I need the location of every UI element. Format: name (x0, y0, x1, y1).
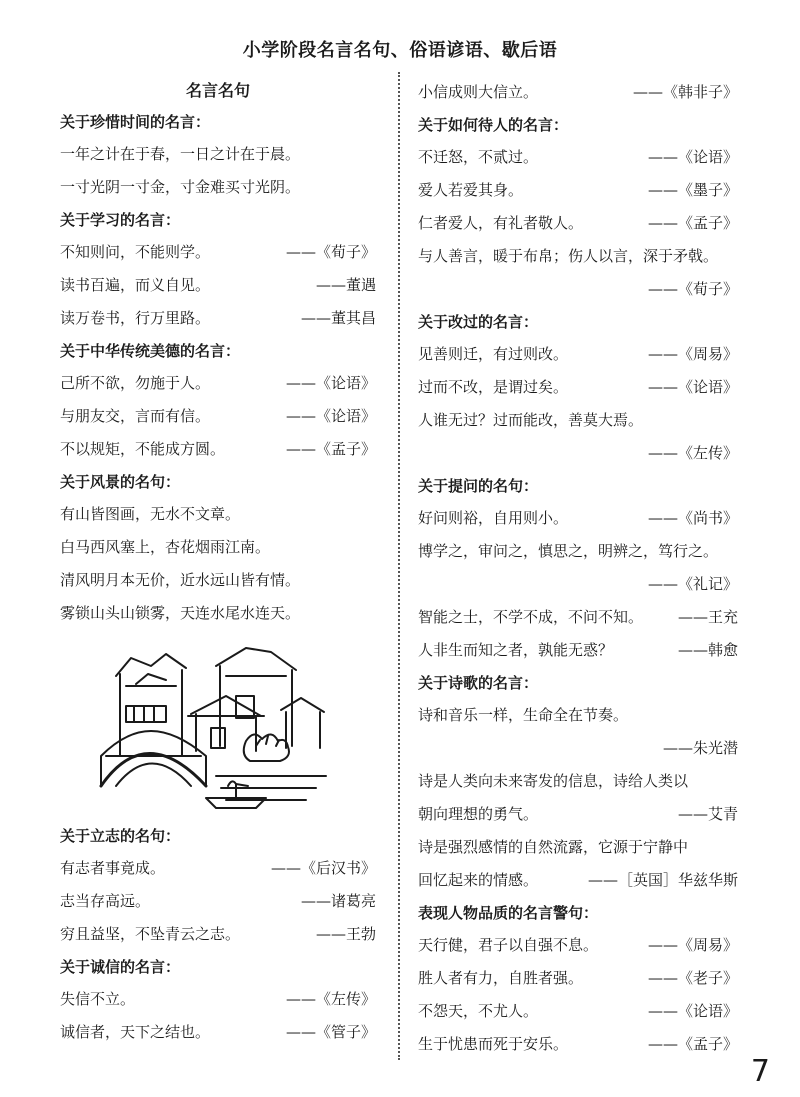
quote-text: 白马西风塞上，杏花烟雨江南。 (60, 538, 271, 556)
quote-text: 读万卷书，行万里路。 (60, 309, 211, 327)
quote-source: ——《论语》 (285, 374, 376, 392)
quote-text: 一年之计在于春，一日之计在于晨。 (60, 145, 301, 163)
quote-text: 志当存高远。 (60, 892, 151, 910)
quote-line (418, 634, 738, 667)
quote-source: ——王充 (677, 608, 738, 626)
quote-line (418, 174, 738, 207)
quote-source: ——《左传》 (647, 444, 738, 462)
quote-line (418, 141, 738, 174)
quote-line (418, 1028, 738, 1061)
quote-line (60, 400, 376, 433)
quote-source: ——朱光潜 (662, 739, 738, 757)
column-divider (398, 72, 400, 1060)
right-column (418, 76, 738, 1061)
quote-text: 人非生而知之者，孰能无惑？ (418, 641, 614, 659)
quote-source: ——《管子》 (285, 1023, 376, 1041)
quote-line (60, 983, 376, 1016)
group-heading: 关于中华传统美德的名言： (60, 342, 241, 360)
quote-text: 胜人者有力，自胜者强。 (418, 969, 584, 987)
quote-line (60, 531, 376, 564)
group-heading: 表现人物品质的名言警句： (418, 904, 599, 922)
page-title: 小学阶段名言名句、俗语谚语、歇后语 (242, 40, 558, 61)
quote-line (60, 564, 376, 597)
quote-text: 博学之，审问之，慎思之，明辨之，笃行之。 (418, 542, 719, 560)
quote-line (60, 1016, 376, 1049)
quote-line (418, 798, 738, 831)
quote-line (60, 171, 376, 204)
quote-line (60, 885, 376, 918)
quote-source: ——诸葛亮 (300, 892, 376, 910)
quote-line (60, 138, 376, 171)
quote-line (60, 302, 376, 335)
quote-text: 小信成则大信立。 (418, 83, 539, 101)
quote-source: ——《后汉书》 (270, 859, 376, 877)
quote-line (60, 918, 376, 951)
quote-line (418, 962, 738, 995)
quote-text: 智能之士，不学不成，不问不知。 (418, 608, 644, 626)
section-title: 名言名句 (185, 81, 250, 100)
quote-source: ——《左传》 (285, 990, 376, 1008)
quote-line (60, 269, 376, 302)
quote-source: ——《荀子》 (285, 243, 376, 261)
quote-text: 雾锁山头山锁雾，天连水尾水连天。 (60, 604, 301, 622)
quote-text: 有山皆图画，无水不文章。 (60, 505, 241, 523)
quote-line (418, 338, 738, 371)
group-heading: 关于如何待人的名言： (418, 116, 569, 134)
quote-source: ——董遇 (315, 276, 376, 294)
group-heading: 关于珍惜时间的名言： (60, 113, 211, 131)
quote-text: 与朋友交，言而有信。 (60, 407, 211, 425)
quote-text: 一寸光阴一寸金，寸金难买寸光阴。 (60, 178, 301, 196)
quote-line (60, 367, 376, 400)
quote-source: ——《孟子》 (285, 440, 376, 458)
quote-source: ——韩愈 (677, 641, 738, 659)
group-heading: 关于提问的名句： (418, 477, 539, 495)
quote-source: ——《周易》 (647, 936, 738, 954)
quote-text: 过而不改，是谓过矣。 (418, 378, 569, 396)
quote-source: ——《论语》 (647, 148, 738, 166)
quote-text: 清风明月本无价，近水远山皆有情。 (60, 571, 301, 589)
quote-source: ——《论语》 (647, 1002, 738, 1020)
quote-source: ——《周易》 (647, 345, 738, 363)
quote-line (418, 995, 738, 1028)
quote-text: 爱人若爱其身。 (418, 181, 524, 199)
quote-line (60, 597, 376, 630)
quote-text: 仁者爱人，有礼者敬人。 (418, 214, 584, 232)
bridge-village-illustration (96, 636, 336, 816)
quote-text: 好问则裕，自用则小。 (418, 509, 569, 527)
quote-text: 不怨天，不尤人。 (418, 1002, 539, 1020)
quote-text: 诗是人类向未来寄发的信息，诗给人类以 (418, 772, 689, 790)
quote-line (418, 76, 738, 109)
quote-source: ——《孟子》 (647, 1035, 738, 1053)
quote-source: ——艾青 (677, 805, 738, 823)
group-heading: 关于立志的名句： (60, 827, 181, 845)
left-column (60, 76, 376, 1049)
quote-line (418, 864, 738, 897)
quote-text: 己所不欲，勿施于人。 (60, 374, 211, 392)
group-heading: 关于学习的名言： (60, 211, 181, 229)
quote-source: ——《荀子》 (647, 280, 738, 298)
quote-text: 见善则迁，有过则改。 (418, 345, 569, 363)
quote-line (60, 433, 376, 466)
quote-source: ——《论语》 (285, 407, 376, 425)
quote-text: 与人善言，暖于布帛；伤人以言，深于矛戟。 (418, 247, 719, 265)
group-heading: 关于诚信的名言： (60, 958, 181, 976)
quote-source: ——《墨子》 (647, 181, 738, 199)
quote-text: 人谁无过？过而能改，善莫大焉。 (418, 411, 644, 429)
quote-source: ——《尚书》 (647, 509, 738, 527)
quote-text: 不以规矩，不能成方圆。 (60, 440, 226, 458)
quote-text: 有志者事竟成。 (60, 859, 166, 877)
quote-line (418, 601, 738, 634)
quote-source: ——［英国］华兹华斯 (587, 871, 738, 889)
quote-line (418, 207, 738, 240)
quote-text: 回忆起来的情感。 (418, 871, 539, 889)
quote-text: 失信不立。 (60, 990, 136, 1008)
group-heading: 关于诗歌的名言： (418, 674, 539, 692)
quote-text: 生于忧患而死于安乐。 (418, 1035, 569, 1053)
quote-text: 朝向理想的勇气。 (418, 805, 539, 823)
quote-line (418, 929, 738, 962)
quote-text: 不迁怒，不贰过。 (418, 148, 539, 166)
quote-text: 穷且益坚，不坠青云之志。 (60, 925, 241, 943)
group-heading: 关于改过的名言： (418, 313, 539, 331)
quote-source: ——《韩非子》 (632, 83, 738, 101)
quote-line (60, 498, 376, 531)
quote-source: ——《礼记》 (647, 575, 738, 593)
quote-source: ——《孟子》 (647, 214, 738, 232)
quote-text: 不知则问，不能则学。 (60, 243, 211, 261)
quote-text: 读书百遍，而义自见。 (60, 276, 211, 294)
quote-source: ——董其昌 (300, 309, 376, 327)
quote-text: 诗和音乐一样，生命全在节奏。 (418, 706, 629, 724)
quote-line (418, 502, 738, 535)
quote-text: 诚信者，天下之结也。 (60, 1023, 211, 1041)
quote-source: ——王勃 (315, 925, 376, 943)
quote-source: ——《论语》 (647, 378, 738, 396)
quote-text: 天行健，君子以自强不息。 (418, 936, 599, 954)
quote-text: 诗是强烈感情的自然流露，它源于宁静中 (418, 838, 689, 856)
quote-line (60, 236, 376, 269)
quote-source: ——《老子》 (647, 969, 738, 987)
group-heading: 关于风景的名句： (60, 473, 181, 491)
page-number: 7 (750, 1054, 770, 1089)
quote-line (60, 852, 376, 885)
quote-line (418, 371, 738, 404)
